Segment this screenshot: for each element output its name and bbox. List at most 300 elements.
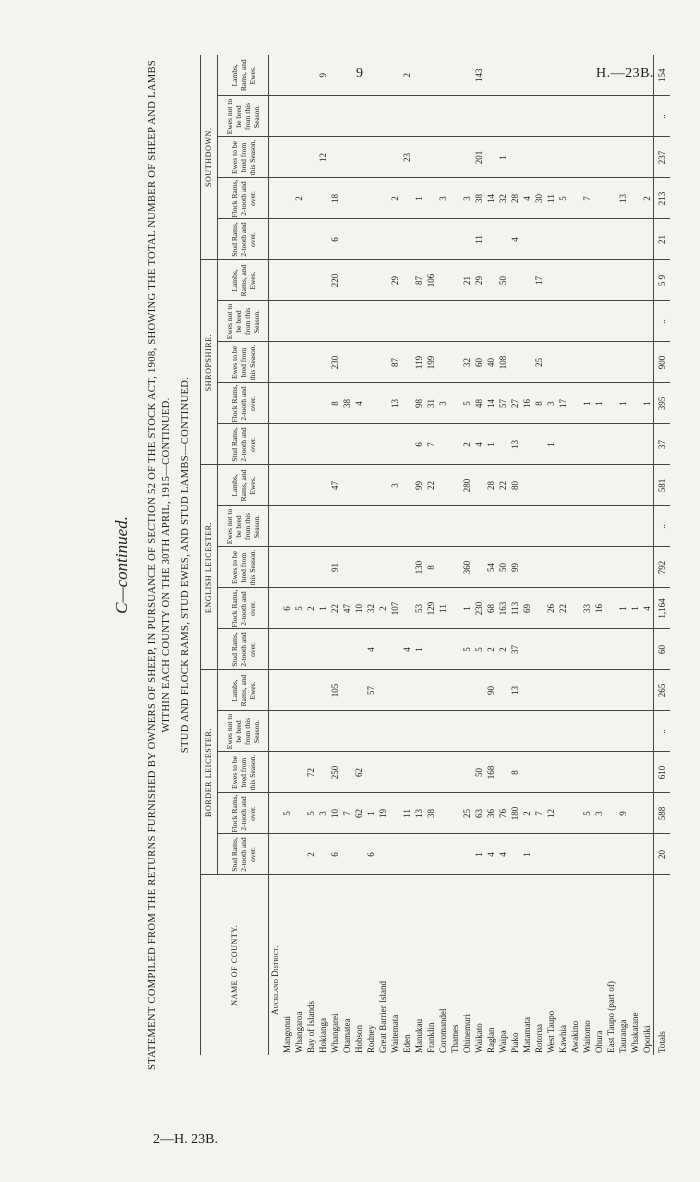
value-cell (389, 711, 401, 752)
value-cell (401, 178, 413, 219)
value-cell (641, 506, 654, 547)
value-cell (557, 793, 569, 834)
value-cell (449, 424, 461, 465)
value-cell (581, 629, 593, 670)
value-cell (533, 137, 545, 178)
value-cell: 2 (641, 178, 654, 219)
table-row (605, 55, 617, 1055)
value-cell (569, 383, 581, 424)
value-cell (413, 834, 425, 875)
value-cell (581, 219, 593, 260)
table-row (461, 55, 473, 1055)
value-cell: 32 (497, 178, 509, 219)
value-cell (281, 670, 293, 711)
value-cell: 7 (533, 793, 545, 834)
value-cell (605, 834, 617, 875)
value-cell (605, 711, 617, 752)
column-header: Flock Rams, 2-tooth and over. (218, 588, 269, 629)
page-footer-reference: 2—H. 23B. (153, 1132, 218, 1147)
value-cell (437, 96, 449, 137)
rotated-table-region (100, 45, 680, 1085)
empty-cell (269, 55, 282, 96)
county-name: Manukau (414, 1019, 424, 1053)
value-cell (473, 301, 485, 342)
table-row (401, 55, 413, 1055)
value-cell: 3 (389, 465, 401, 506)
value-cell: 29 (389, 260, 401, 301)
value-cell: 22 (557, 588, 569, 629)
value-cell: 3 (545, 383, 557, 424)
table-row (521, 55, 533, 1055)
value-cell (581, 342, 593, 383)
value-cell (461, 506, 473, 547)
value-cell: 36 (485, 793, 497, 834)
value-cell (545, 342, 557, 383)
value-cell (629, 711, 641, 752)
value-cell (353, 711, 365, 752)
table-row (377, 55, 389, 1055)
value-cell (581, 711, 593, 752)
value-cell: 360 (461, 547, 473, 588)
value-cell: 99 (509, 547, 521, 588)
value-cell (425, 752, 437, 793)
value-cell (437, 219, 449, 260)
value-cell: 37 (509, 629, 521, 670)
value-cell (617, 465, 629, 506)
value-cell (473, 96, 485, 137)
county-name: Rodney (366, 1025, 376, 1053)
district-row (269, 55, 282, 1055)
value-cell: 280 (461, 465, 473, 506)
table-row (557, 55, 569, 1055)
document-reference: H.—23B. (596, 66, 654, 81)
empty-cell (269, 383, 282, 424)
value-cell (449, 55, 461, 96)
value-cell: 5 (293, 588, 305, 629)
value-cell (389, 506, 401, 547)
value-cell (521, 96, 533, 137)
value-cell: 1 (545, 424, 557, 465)
value-cell: 13 (509, 424, 521, 465)
value-cell (593, 670, 605, 711)
value-cell: 9 (317, 55, 329, 96)
value-cell (485, 55, 497, 96)
value-cell (629, 96, 641, 137)
value-cell (581, 834, 593, 875)
value-cell (641, 670, 654, 711)
value-cell (401, 752, 413, 793)
value-cell: 7 (341, 793, 353, 834)
value-cell (521, 670, 533, 711)
value-cell (605, 465, 617, 506)
value-cell: 4 (641, 588, 654, 629)
value-cell (641, 793, 654, 834)
value-cell (605, 424, 617, 465)
empty-cell (269, 137, 282, 178)
county-name: Kawhia (558, 1025, 568, 1053)
table-row (545, 55, 557, 1055)
value-cell (593, 137, 605, 178)
value-cell (617, 260, 629, 301)
value-cell (449, 465, 461, 506)
value-cell: 3 (461, 178, 473, 219)
table-row (449, 55, 461, 1055)
value-cell (449, 383, 461, 424)
value-cell (401, 301, 413, 342)
value-cell (389, 301, 401, 342)
value-cell: 6 (329, 834, 341, 875)
value-cell (293, 342, 305, 383)
value-cell (425, 55, 437, 96)
column-header: Stud Rams, 2-tooth and over. (218, 834, 269, 875)
value-cell (497, 424, 509, 465)
value-cell (353, 260, 365, 301)
value-cell (281, 260, 293, 301)
value-cell (545, 670, 557, 711)
value-cell (317, 383, 329, 424)
value-cell (545, 465, 557, 506)
value-cell (305, 506, 317, 547)
value-cell (593, 96, 605, 137)
value-cell (377, 547, 389, 588)
value-cell (317, 342, 329, 383)
value-cell (317, 629, 329, 670)
value-cell (593, 547, 605, 588)
value-cell: 265 (654, 670, 671, 711)
value-cell: 40 (485, 342, 497, 383)
value-cell: 19 (377, 793, 389, 834)
value-cell: 68 (485, 588, 497, 629)
value-cell (533, 752, 545, 793)
value-cell (581, 752, 593, 793)
empty-cell (269, 424, 282, 465)
value-cell (593, 834, 605, 875)
value-cell (401, 260, 413, 301)
value-cell (305, 342, 317, 383)
value-cell (425, 301, 437, 342)
value-cell: 1 (317, 588, 329, 629)
value-cell (437, 752, 449, 793)
value-cell: 72 (305, 752, 317, 793)
page-number: 9 (356, 66, 363, 81)
value-cell (401, 465, 413, 506)
value-cell (353, 465, 365, 506)
value-cell: 30 (533, 178, 545, 219)
value-cell (533, 629, 545, 670)
value-cell (305, 96, 317, 137)
value-cell (281, 506, 293, 547)
value-cell (557, 260, 569, 301)
value-cell: 18 (329, 178, 341, 219)
value-cell: 4 (473, 424, 485, 465)
value-cell: 16 (521, 383, 533, 424)
value-cell (425, 219, 437, 260)
value-cell (533, 301, 545, 342)
value-cell (377, 219, 389, 260)
empty-cell (269, 465, 282, 506)
table-row (581, 55, 593, 1055)
value-cell (281, 55, 293, 96)
value-cell (449, 547, 461, 588)
value-cell (293, 752, 305, 793)
value-cell (317, 834, 329, 875)
value-cell (557, 834, 569, 875)
value-cell: 1 (413, 178, 425, 219)
value-cell (365, 178, 377, 219)
value-cell (353, 342, 365, 383)
value-cell: 2 (521, 793, 533, 834)
value-cell: 5 (305, 793, 317, 834)
value-cell (317, 260, 329, 301)
value-cell: 32 (365, 588, 377, 629)
value-cell (593, 260, 605, 301)
value-cell (377, 506, 389, 547)
value-cell (641, 465, 654, 506)
value-cell (305, 178, 317, 219)
value-cell (569, 342, 581, 383)
value-cell (317, 752, 329, 793)
value-cell (293, 137, 305, 178)
value-cell: 1 (521, 834, 533, 875)
breed-header-southdown: SOUTHDOWN. (201, 55, 218, 260)
value-cell: 21 (461, 260, 473, 301)
value-cell: 2 (377, 588, 389, 629)
value-cell (317, 301, 329, 342)
value-cell (317, 178, 329, 219)
value-cell: 37 (654, 424, 671, 465)
value-cell (449, 96, 461, 137)
value-cell: 3 (437, 178, 449, 219)
value-cell (521, 260, 533, 301)
value-cell (605, 260, 617, 301)
value-cell: 4 (365, 629, 377, 670)
value-cell (557, 465, 569, 506)
value-cell: 38 (473, 178, 485, 219)
value-cell: 5 (557, 178, 569, 219)
value-cell: 38 (425, 793, 437, 834)
value-cell (641, 547, 654, 588)
value-cell: 581 (654, 465, 671, 506)
value-cell: 2 (461, 424, 473, 465)
value-cell (641, 55, 654, 96)
value-cell (557, 301, 569, 342)
value-cell (449, 342, 461, 383)
value-cell (353, 55, 365, 96)
value-cell (641, 137, 654, 178)
value-cell (521, 219, 533, 260)
value-cell (485, 137, 497, 178)
value-cell (545, 96, 557, 137)
value-cell (401, 588, 413, 629)
value-cell: 28 (509, 178, 521, 219)
value-cell (497, 301, 509, 342)
value-cell: 1 (617, 588, 629, 629)
value-cell: 1 (485, 424, 497, 465)
value-cell (365, 301, 377, 342)
value-cell: 106 (425, 260, 437, 301)
value-cell (293, 96, 305, 137)
county-name: Awakino (570, 1020, 580, 1053)
value-cell: 80 (509, 465, 521, 506)
empty-cell (269, 342, 282, 383)
value-cell: 6 (329, 219, 341, 260)
value-cell (581, 137, 593, 178)
breed-header-shropshire: SHROPSHIRE. (201, 260, 218, 465)
value-cell (569, 96, 581, 137)
totals-row (654, 55, 671, 1055)
value-cell (593, 55, 605, 96)
county-name: Bay of Islands (306, 1001, 316, 1053)
table-row (437, 55, 449, 1055)
value-cell: 69 (521, 588, 533, 629)
value-cell (509, 55, 521, 96)
value-cell (617, 301, 629, 342)
value-cell (365, 342, 377, 383)
value-cell: 2 (305, 588, 317, 629)
value-cell (581, 465, 593, 506)
value-cell: 9 (617, 793, 629, 834)
value-cell: 22 (329, 588, 341, 629)
value-cell (401, 547, 413, 588)
value-cell (629, 137, 641, 178)
value-cell (593, 506, 605, 547)
value-cell (413, 752, 425, 793)
value-cell: 11 (401, 793, 413, 834)
county-name: Totals (654, 875, 671, 1055)
column-header: Ewes to be bred from this Season. (218, 137, 269, 178)
value-cell: 2 (293, 178, 305, 219)
value-cell (293, 547, 305, 588)
value-cell (281, 547, 293, 588)
value-cell (389, 834, 401, 875)
value-cell (317, 424, 329, 465)
value-cell: 7 (581, 178, 593, 219)
value-cell (605, 137, 617, 178)
value-cell (401, 342, 413, 383)
value-cell: 90 (485, 670, 497, 711)
value-cell: 5 9 (654, 260, 671, 301)
value-cell: 792 (654, 547, 671, 588)
value-cell: 48 (473, 383, 485, 424)
column-header: Lambs, Rams, and Ewes. (218, 260, 269, 301)
value-cell: 199 (425, 342, 437, 383)
value-cell: 8 (509, 752, 521, 793)
value-cell: 1 (581, 383, 593, 424)
value-cell: 25 (533, 342, 545, 383)
value-cell (281, 301, 293, 342)
county-name: Whakatane (630, 1012, 640, 1053)
empty-cell (269, 219, 282, 260)
value-cell (629, 260, 641, 301)
value-cell (641, 752, 654, 793)
value-cell (365, 96, 377, 137)
value-cell: 63 (473, 793, 485, 834)
value-cell (533, 547, 545, 588)
value-cell (617, 629, 629, 670)
value-cell (377, 465, 389, 506)
value-cell (617, 711, 629, 752)
value-cell: 1 (641, 383, 654, 424)
value-cell: 220 (329, 260, 341, 301)
county-name: Waitomo (582, 1020, 592, 1053)
value-cell (281, 219, 293, 260)
table-row (485, 55, 497, 1055)
value-cell: 20 (654, 834, 671, 875)
value-cell: 8 (533, 383, 545, 424)
value-cell: 29 (473, 260, 485, 301)
table-row (389, 55, 401, 1055)
value-cell (581, 301, 593, 342)
value-cell: 1 (617, 383, 629, 424)
table-row (353, 55, 365, 1055)
value-cell (353, 137, 365, 178)
value-cell (605, 55, 617, 96)
column-header: Ewes not to be bred from this Season. (218, 711, 269, 752)
value-cell (557, 506, 569, 547)
value-cell (557, 670, 569, 711)
value-cell: 230 (329, 342, 341, 383)
value-cell (341, 260, 353, 301)
value-cell (569, 424, 581, 465)
value-cell (461, 711, 473, 752)
value-cell: 168 (485, 752, 497, 793)
value-cell (329, 629, 341, 670)
value-cell: 8 (425, 547, 437, 588)
value-cell: 32 (461, 342, 473, 383)
value-cell (437, 711, 449, 752)
value-cell (389, 55, 401, 96)
value-cell (533, 96, 545, 137)
value-cell: 5 (461, 383, 473, 424)
column-header: Flock Rams, 2-tooth and over. (218, 793, 269, 834)
table-row (281, 55, 293, 1055)
value-cell: 143 (473, 55, 485, 96)
value-cell: 4 (401, 629, 413, 670)
value-cell: 5 (581, 793, 593, 834)
value-cell: 5 (281, 793, 293, 834)
value-cell (569, 260, 581, 301)
value-cell (533, 670, 545, 711)
value-cell (341, 629, 353, 670)
table-row (533, 55, 545, 1055)
empty-cell (269, 96, 282, 137)
value-cell (305, 55, 317, 96)
value-cell (545, 506, 557, 547)
value-cell (329, 301, 341, 342)
value-cell (377, 424, 389, 465)
statement-heading: STATEMENT COMPILED FROM THE RETURNS FURNISHED BY OWNERS OF SHEEP, IN PURSUANCE OF SECTION 52 OF THE STOCK ACT, 1908, SHOWING THE TOTAL NUMBER OF SHEEP AND LAMBS WITHIN EACH COUNTY ON THE 30TH APRIL, 1915—CONTINUED. (147, 59, 173, 1071)
value-cell (281, 629, 293, 670)
table-row (629, 55, 641, 1055)
value-cell (569, 752, 581, 793)
value-cell: 14 (485, 178, 497, 219)
value-cell (449, 793, 461, 834)
value-cell (305, 137, 317, 178)
value-cell (593, 178, 605, 219)
empty-cell (269, 834, 282, 875)
value-cell (593, 219, 605, 260)
value-cell (305, 711, 317, 752)
value-cell: 50 (473, 752, 485, 793)
value-cell (557, 96, 569, 137)
county-name: Waipa (498, 1030, 508, 1053)
value-cell (305, 670, 317, 711)
county-name: Tauranga (618, 1019, 628, 1053)
empty-cell (269, 711, 282, 752)
value-cell (605, 96, 617, 137)
value-cell: 107 (389, 588, 401, 629)
value-cell (353, 301, 365, 342)
